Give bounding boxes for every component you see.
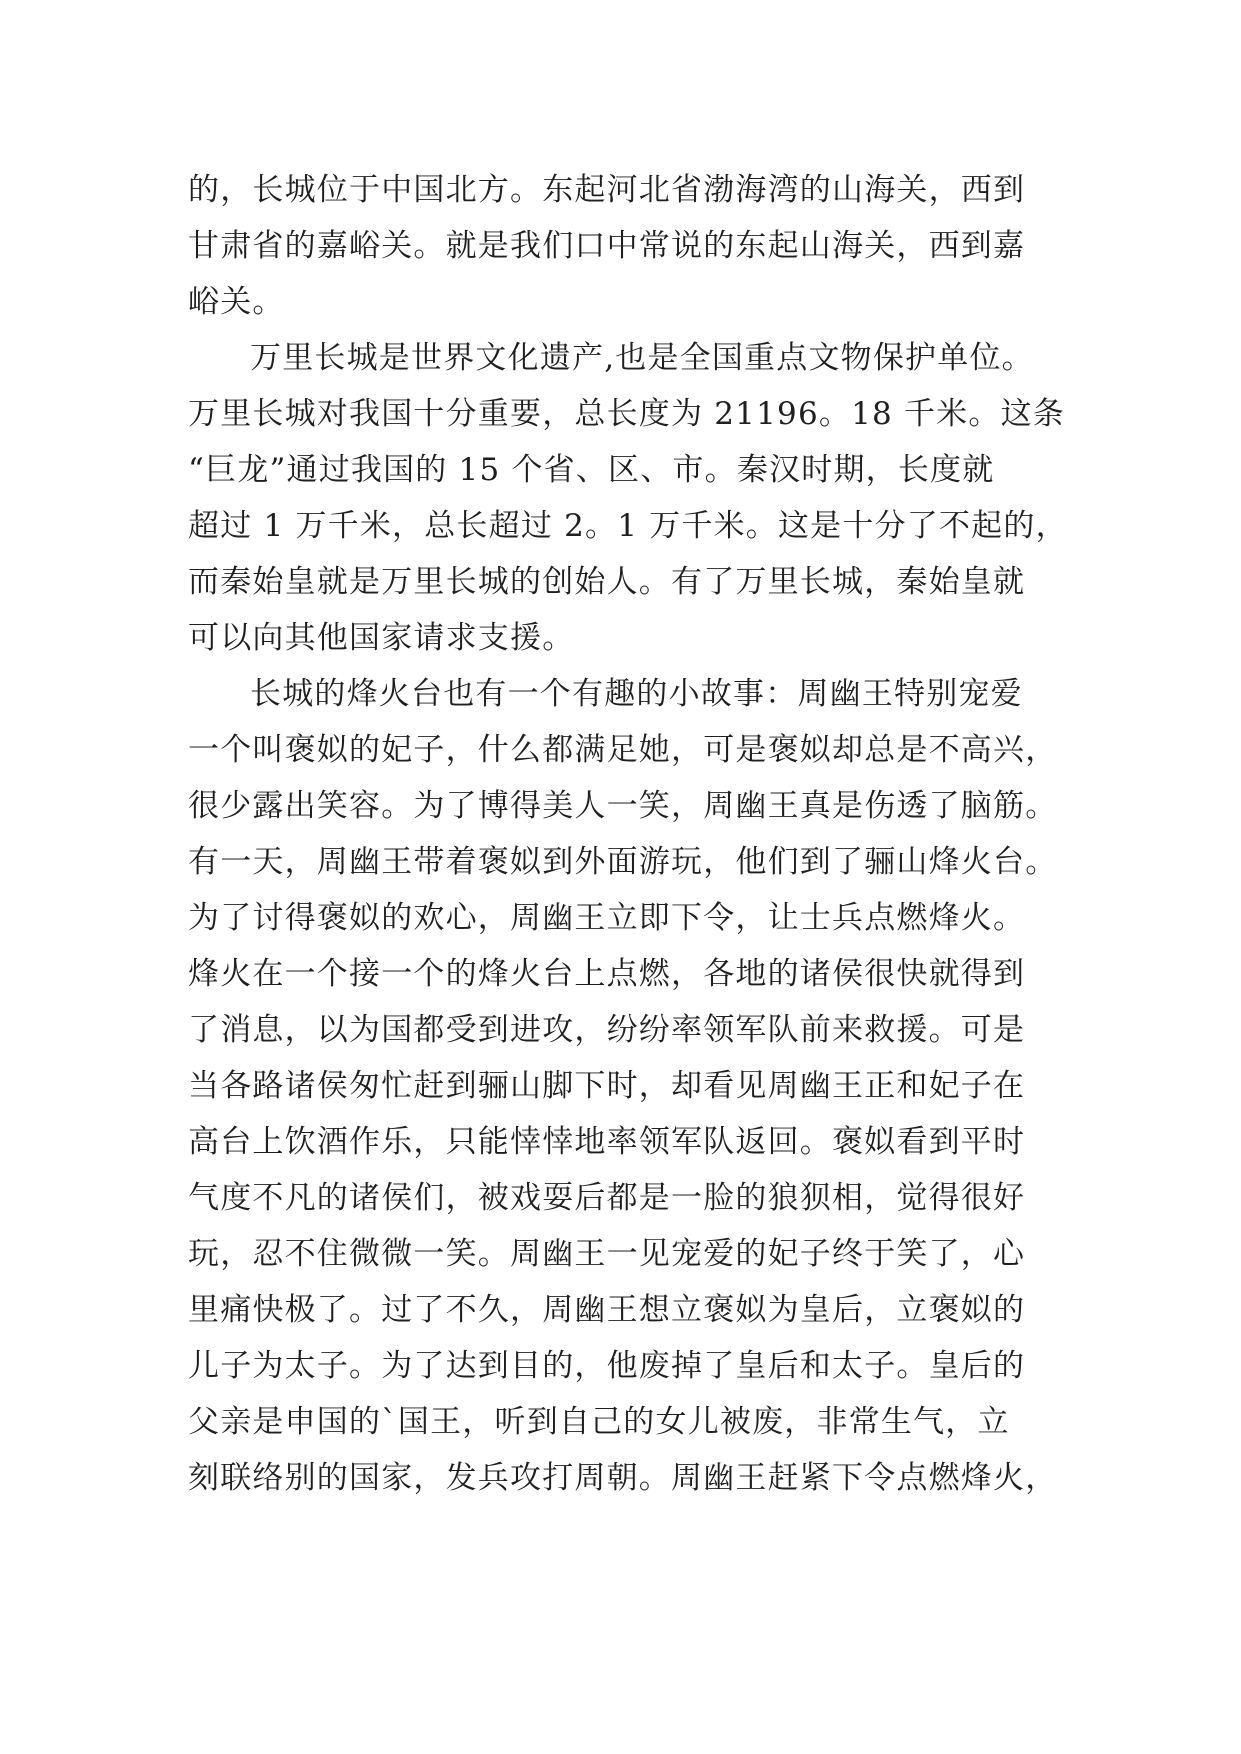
text-line: 气度不凡的诸侯们，被戏耍后都是一脸的狼狈相，觉得很好 — [188, 1180, 1026, 1216]
text-line: 可以向其他国家请求支援。 — [188, 620, 575, 656]
text-line: “巨龙”通过我国的 15 个省、区、市。秦汉时期，长度就 — [188, 452, 995, 488]
text-line: 一个叫褒姒的妃子，什么都满足她，可是褒姒却总是不高兴， — [188, 732, 1058, 768]
text-line: 超过 1 万千米，总长超过 2。1 万千米。这是十分了不起的， — [188, 508, 1068, 544]
text-line: 峪关。 — [188, 284, 285, 320]
paragraph-start-line: 万里长城是世界文化遗产,也是全国重点文物保护单位。 — [250, 340, 1034, 376]
text-line: 的，长城位于中国北方。东起河北省渤海湾的山海关，西到 — [188, 172, 1026, 208]
text-line: 刻联络别的国家，发兵攻打周朝。周幽王赶紧下令点燃烽火， — [188, 1460, 1058, 1496]
text-line: 很少露出笑容。为了博得美人一笑，周幽王真是伤透了脑筋。 — [188, 788, 1058, 824]
text-line: 为了讨得褒姒的欢心，周幽王立即下令，让士兵点燃烽火。 — [188, 900, 1026, 936]
document-text — [188, 162, 1068, 1506]
text-line: 里痛快极了。过了不久，周幽王想立褒姒为皇后，立褒姒的 — [188, 1292, 1026, 1328]
text-line: 玩，忍不住微微一笑。周幽王一见宠爱的妃子终于笑了，心 — [188, 1236, 1026, 1272]
paragraph-start-line: 长城的烽火台也有一个有趣的小故事：周幽王特别宠爱 — [250, 676, 1023, 712]
text-line: 而秦始皇就是万里长城的创始人。有了万里长城，秦始皇就 — [188, 564, 1026, 600]
text-line: 烽火在一个接一个的烽火台上点燃，各地的诸侯很快就得到 — [188, 956, 1026, 992]
text-line: 当各路诸侯匆忙赶到骊山脚下时，却看见周幽王正和妃子在 — [188, 1068, 1026, 1104]
text-line: 高台上饮酒作乐，只能悻悻地率领军队返回。褒姒看到平时 — [188, 1124, 1026, 1160]
text-line: 儿子为太子。为了达到目的，他废掉了皇后和太子。皇后的 — [188, 1348, 1026, 1384]
text-line: 了消息，以为国都受到进攻，纷纷率领军队前来救援。可是 — [188, 1012, 1026, 1048]
text-line: 甘肃省的嘉峪关。就是我们口中常说的东起山海关，西到嘉 — [188, 228, 1026, 264]
text-line: 有一天，周幽王带着褒姒到外面游玩，他们到了骊山烽火台。 — [188, 844, 1058, 880]
text-line: 父亲是申国的`国王，听到自己的女儿被废，非常生气，立 — [188, 1404, 1010, 1440]
text-line: 万里长城对我国十分重要，总长度为 21196。18 千米。这条 — [188, 396, 1065, 432]
